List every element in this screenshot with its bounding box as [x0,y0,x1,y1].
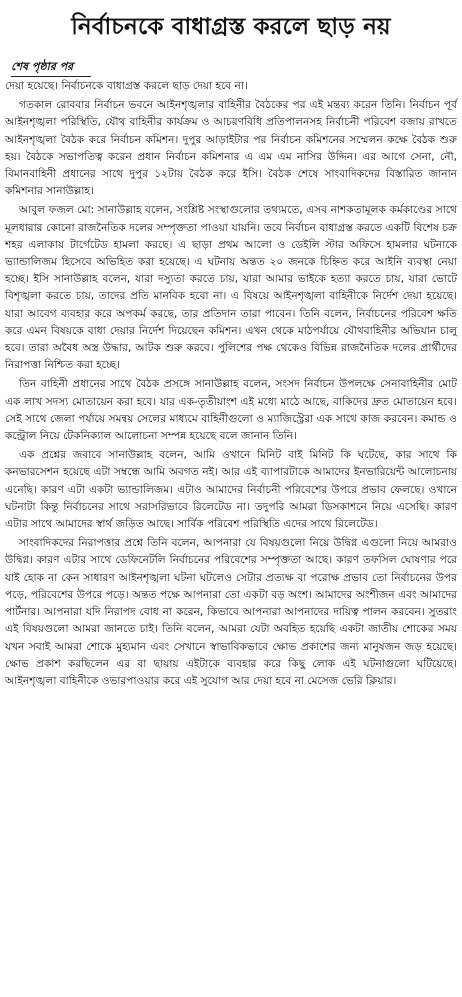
article-paragraph: সাংবাদিকদের নিরাপত্তার প্রশ্নে তিনি বলেন, আপনারা যে বিষয়গুলো নিয়ে উদ্বিগ্ন এগুলো নিয়ে আমরাও উদ্বিগ্ন। কারণ এটার সাথে ডেফিনেটলি নির্বাচনের পরিবেশের সম্পৃক্ততা আছে। কারণ তফসিল ঘোষণার পরে যাই হোক না কেন সাধারণ আইনশৃঙ্খলা ঘটনা ঘটলেও সেটার প্রত্যক্ষ বা পরোক্ষ প্রভাব তো নির্বাচনের উপর পড়ে, পরিবেশের উপরে পড়ে। অন্তত পক্ষে আপনারা তো একটা বড় অংশ। আমাদের অংশীজন এবং আমাদের পার্টনার। আপনারা যদি নিরাপদ বোধ না করেন, কিভাবে আপনারা আপনাদের দায়িত্ব পালন করবেন। সুতরাং এই বিষয়গুলো আমরা জানতে চাই। তিনি বলেন, আমরা যেটা অবহিত হয়েছি একটা জাতীয় শোকের সময় যখন সবাই আমরা শোকে মুহ্যমান এবং সেখানে স্বাভাবিকভাবে ক্ষোভ প্রকাশের জন্য মানুষজন জড় হয়েছে। ক্ষোভ প্রকাশ করছিলেন এর বা ছায়ায় এইটাকে ব্যবহার করে কিছু লোক এই ঘটনাগুলো ঘটিয়েছে। আইনশৃঙ্খলা বাহিনীকে ওভারপাওয়ার করে এই সুযোগ আর দেয়া হবে না মেসেজ ভেরি ক্লিয়ার। [5,537,457,687]
article-paragraph: এক প্রশ্নের জবাবে সানাউল্লাহ বলেন, আমি ওখানে মিনিট বাই মিনিট কি ঘটেছে, কার সাথে কি কনভারসেশন হয়েছে এটা সম্বন্ধে আমি অবগত নই। আর এই ব্যাপারটাকে আমাদের ইনভারিয়েন্ট আলোচনায় এনেছি। কারণ এটা একটা ভ্যান্ডালিজম। এটাও আমাদের নির্বাচনী পরিবেশের উপরে প্রভাব ফেলছে। ওখানে ঘটনাটা কিন্তু নির্বাচনের সাথে সরাসরিভাবে রিলেটেড না। তদুপরি আমরা ডিসকাশনে নিয়ে এসেছি। কারণ এটার সাথে আমাদের স্বার্থ জড়িত আছে। সার্বিক পরিবেশ পরিস্থিতি এদের সাথে রিলেটেড। [5,449,457,531]
continued-from-label: শেষ পৃষ্ঠার পর [11,60,91,77]
article-body [5,78,457,690]
article-paragraph: দেয়া হয়েছে। নির্বাচনকে বাধাগ্রস্ত করলে ছাড় দেয়া হবে না। [5,80,248,92]
article-paragraph: আবুল ফজল মো: সানাউল্লাহ বলেন, সংশ্লিষ্ট সংস্থাগুলোর তথ্যমতে, এসব নাশকতামূলক কর্মকাণ্ডের সাথে মূলধারার কোনো রাজনৈতিক দলের সম্পৃক্ততা পাওয়া যায়নি। তবে নির্বাচন বাধাগ্রস্ত করতে একটি বিশেষ চক্র শহর এলাকায় টার্গেটেড হামলা করছে। এ ছাড়া প্রথম আলো ও ডেইলি স্টার অফিসে হামলার ঘটনাকে ভ্যান্ডালিজম হিসেবে অভিহিত করা হয়েছে। এ ঘটনায় অন্তত ২০ জনকে চিহ্নিত করে আইনি ব্যবস্থা নেয়া হচ্ছে। ইসি সানাউল্লাহ বলেন, যারা দস্যুতা করতে চায়, যারা আমার ভাইকে হত্যা করতে চায়, যারা ভোটে বিশৃঙ্খলা করতে চায়, তাদের প্রতি মানবিক হবো না। এ বিষয়ে আইনশৃঙ্খলা বাহিনীকে নির্দেশ দেয়া হয়েছে। যারা আবেগ ব্যবহার করে অপকর্ম করছে, তার প্রতিদান তারা পাবেন। তিনি বলেন, নির্বাচনের পরিবেশ ক্ষতি করে এমন বিষয়কে বাধা দেয়ার নির্দেশ দিয়েছেন কমিশন। এখন থেকে মাঠপর্যায়ে যৌথবাহিনীর অভিযান চালু হবে। তারা অবৈধ অস্ত্র উদ্ধার, আটক শুরু করবে। পুলিশের পক্ষ থেকেও বিভিন্ন রাজনৈতিক দলের প্রার্থীদের নিরাপত্তা নিশ্চিত করা হচ্ছে। [5,204,457,372]
article-paragraph: তিন বাহিনী প্রধানের সাথে বৈঠক প্রসঙ্গে সানাউল্লাহ বলেন, সংসদ নির্বাচন উপলক্ষে সেনাবাহিনীর মোট এক লাখ সদস্য মোতায়েন করা হবে। যার এক-তৃতীয়াংশ এই মধ্যে মাঠে আছে, বাকিদের দ্রুত মোতায়েন হবে। সেই সাথে জেলা পর্যায়ে সমন্বয় সেলের মাধ্যমে বাহিনীগুলো ও ম্যাজিস্ট্রেরা এক সাথে কাজ করবেন। কমান্ড ও কন্ট্রোল নিয়ে টেকনিক্যাল আলোচনা সম্পন্ন হয়েছে বলে জানান তিনি। [5,378,457,443]
article-headline: নির্বাচনকে বাধাগ্রস্ত করলে ছাড় নয় [71,14,391,40]
article-paragraph: গতকাল রোববার নির্বাচন ভবনে আইনশৃঙ্খলার বাহিনীর বৈঠকের পর এই মন্তব্য করেন তিনি। নির্বাচন পূর্ব আইনশৃঙ্খলা পরিস্থিতি, যৌথ বাহিনীর কার্যক্রম ও আচরণবিধি প্রতিপালনসহ নির্বাচনী পরিবেশ বজায় রাখতে আইনশৃঙ্খলা বৈঠক করে নির্বাচন কমিশন। দুপুর আড়াইটার পর নির্বাচন কমিশনের সম্মেলন কক্ষে বৈঠক শুরু হয়। বৈঠকে সভাপতিত্ব করেন প্রধান নির্বাচন কমিশনার এ এম এম নাসির উদ্দিন। এর আগে সেনা, নৌ, বিমানবাহিনী প্রধানের সাথে দুপুর ১২টায় বৈঠক করে ইসি। বৈঠক শেষে সাংবাদিকদের বিস্তারিত জানান কমিশনার সানাউল্লাহ। [5,99,457,198]
